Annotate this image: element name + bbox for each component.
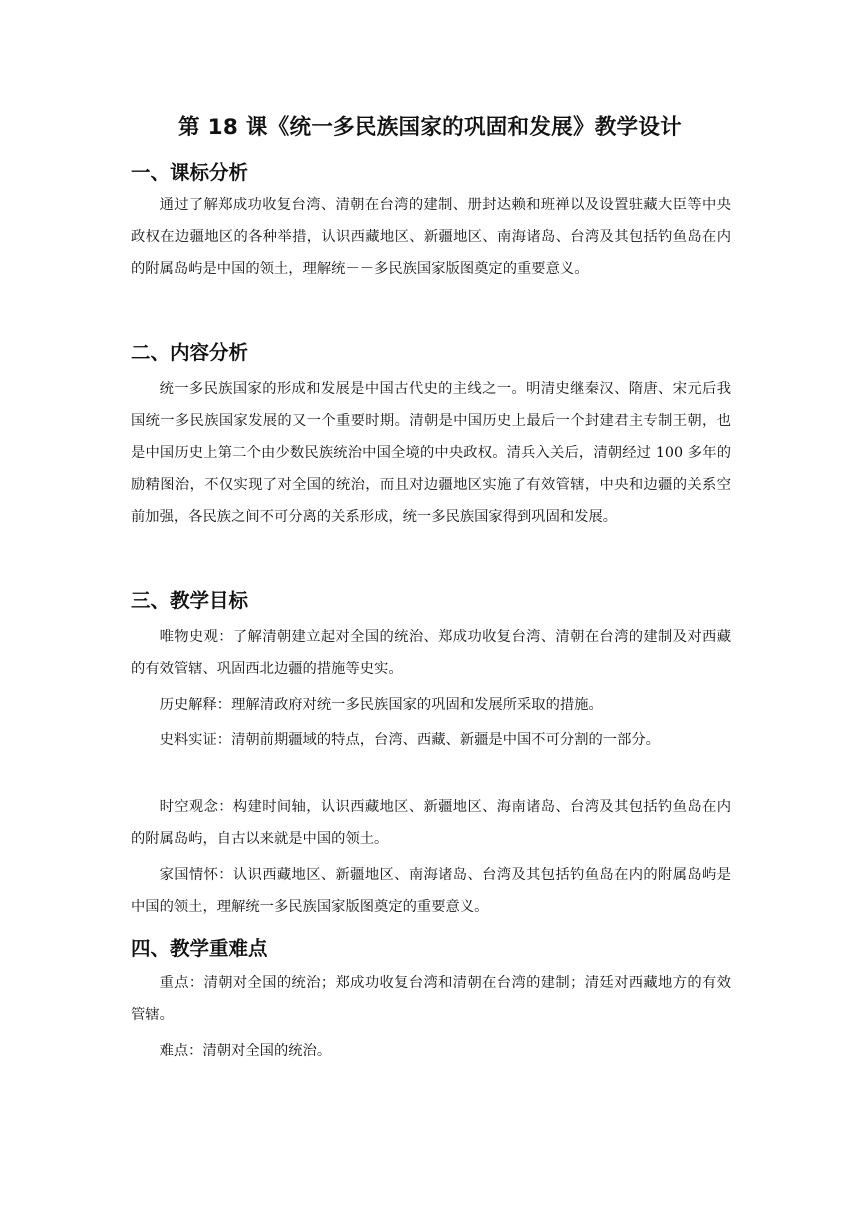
paragraph-objective-evidence: 史料实证：清朝前期疆域的特点，台湾、西藏、新疆是中国不可分割的一部分。 — [159, 732, 660, 748]
paragraph-curriculum-analysis: 通过了解郑成功收复台湾、清朝在台湾的建制、册封达赖和班禅以及设置驻藏大臣等中央政权在边疆地区的各种举措，认识西藏地区、新疆地区、南海诸岛、台湾及其包括钓鱼岛在内的附属岛屿是中国的领土，理解统－－多民族国家版图奠定的重要意义。 — [131, 197, 731, 277]
section-heading-content-analysis: 二、内容分析 — [131, 341, 249, 364]
paragraph-difficult-point: 难点：清朝对全国的统治。 — [159, 1043, 332, 1059]
paragraph-content-analysis: 统一多民族国家的形成和发展是中国古代史的主线之一。明清史继秦汉、隋唐、宋元后我国统一多民族国家发展的又一个重要时期。清朝是中国历史上最后一个封建君主专制王朝，也是中国历史上第二个由少数民族统治中国全境的中央政权。清兵入关后，清朝经过 100 多年的励精图治，不仅实现了对全国的统治，而且对边疆地区实施了有效管辖，中央和边疆的关系空前加强，各民族之间不可分离的关系形成，统一多民族国家得到巩固和发展。 — [131, 381, 731, 525]
section-heading-key-points: 四、教学重难点 — [131, 937, 268, 960]
paragraph-key-point: 重点：清朝对全国的统治；郑成功收复台湾和清朝在台湾的建制；清廷对西藏地方的有效管辖。 — [131, 975, 731, 1023]
document-title: 第 18 课《统一多民族国家的巩固和发展》教学设计 — [178, 115, 682, 140]
paragraph-objective-patriotism: 家国情怀：认识西藏地区、新疆地区、南海诸岛、台湾及其包括钓鱼岛在内的附属岛屿是中国的领土，理解统一多民族国家版图奠定的重要意义。 — [131, 867, 731, 915]
section-heading-curriculum-analysis: 一、课标分析 — [131, 161, 249, 184]
paragraph-objective-historical-materialism: 唯物史观：了解清朝建立起对全国的统治、郑成功收复台湾、清朝在台湾的建制及对西藏的有效管辖、巩固西北边疆的措施等史实。 — [131, 629, 731, 677]
paragraph-objective-space-time: 时空观念：构建时间轴，认识西藏地区、新疆地区、海南诸岛、台湾及其包括钓鱼岛在内的附属岛屿，自古以来就是中国的领土。 — [131, 799, 731, 847]
section-heading-teaching-objectives: 三、教学目标 — [131, 589, 249, 612]
paragraph-objective-historical-interpretation: 历史解释：理解清政府对统一多民族国家的巩固和发展所采取的措施。 — [159, 697, 603, 713]
